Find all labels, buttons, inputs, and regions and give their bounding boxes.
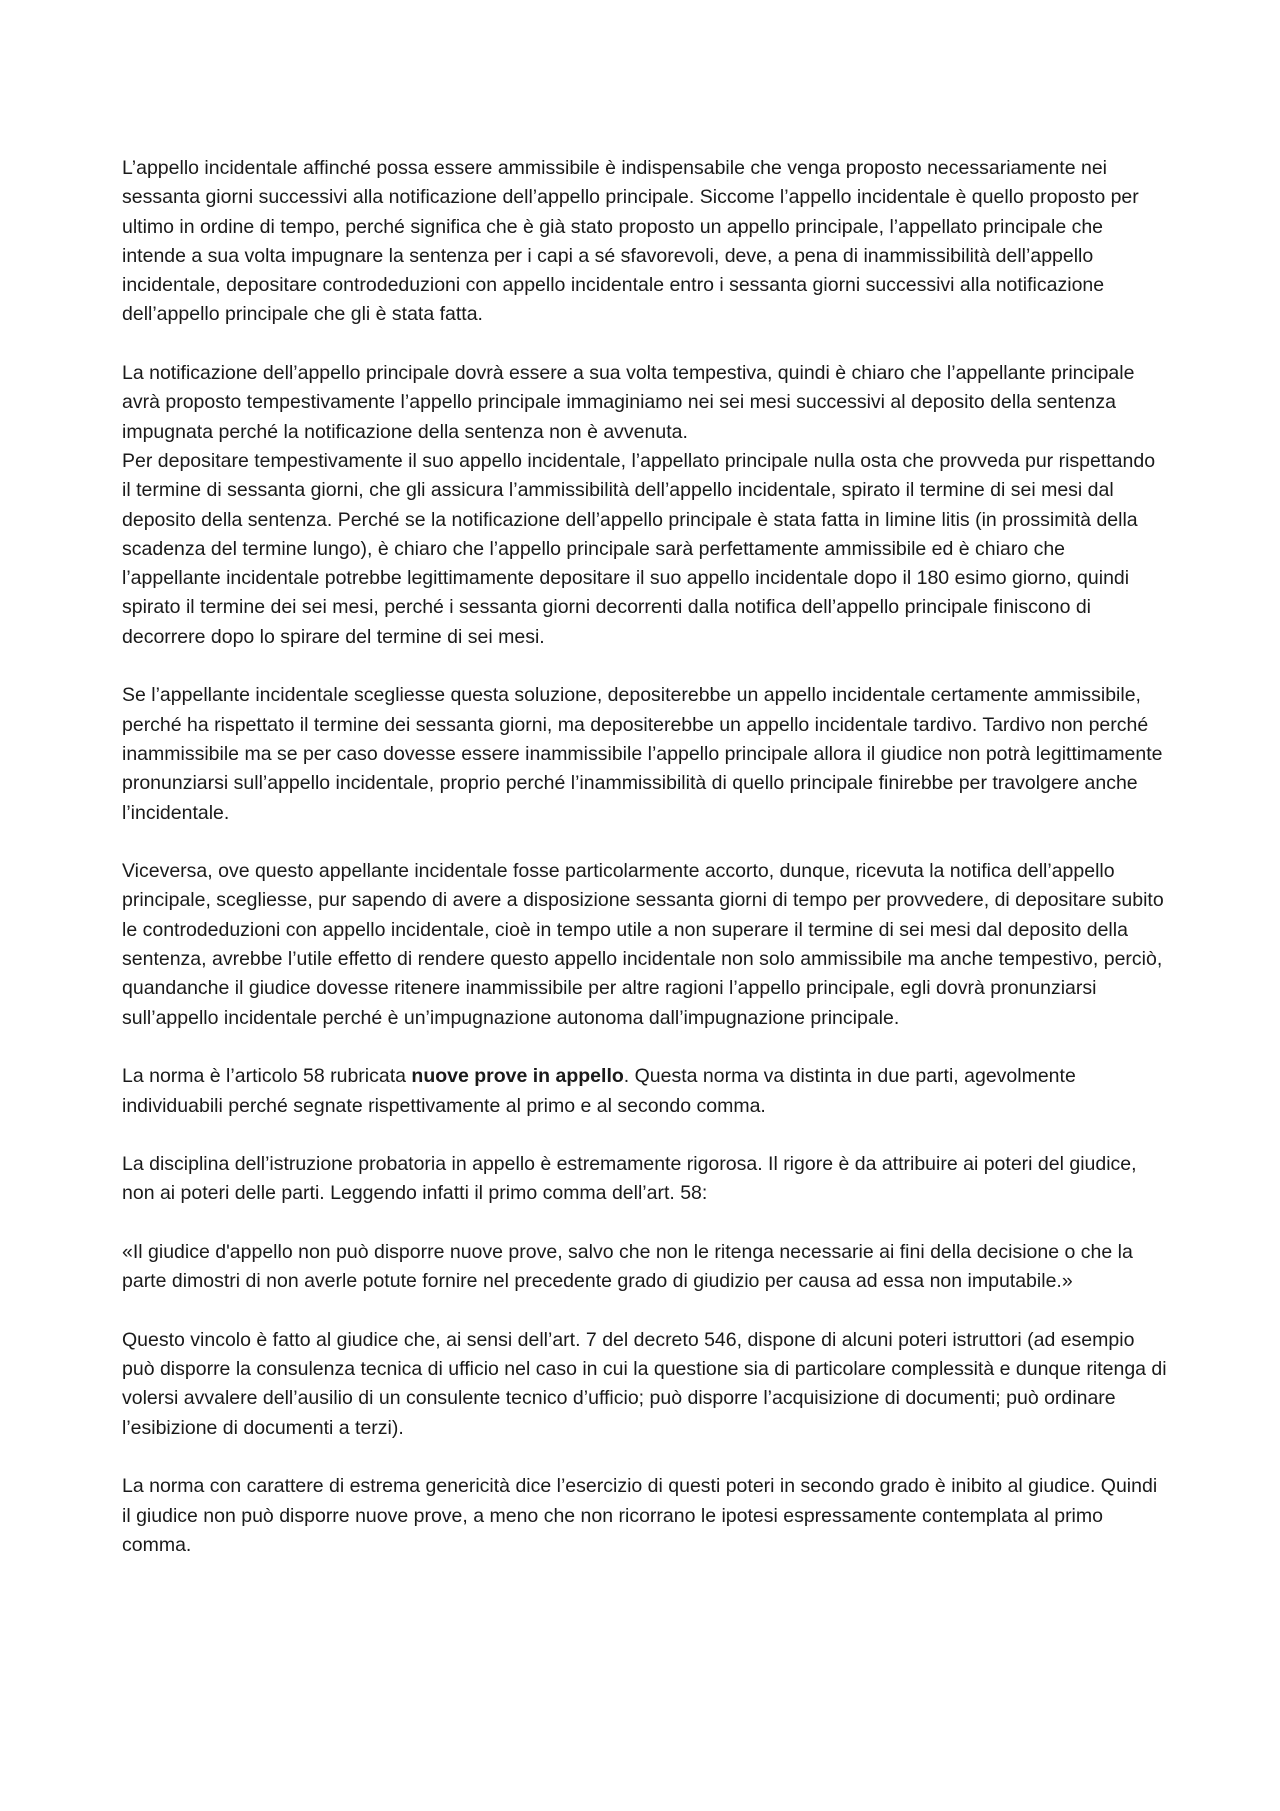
- paragraph-appellante-accorto: Viceversa, ove questo appellante incidentale fosse particolarmente accorto, dunque, ricevuta la notifica dell’appello principale, scegliesse, pur sapendo di avere a disposizione sessanta giorni di tempo per provvedere, di depositare subito le controdeduzioni con appello incidentale, cioè in tempo utile a non superare il termine di sei mesi dal deposito della sentenza, avrebbe l’utile effetto di rendere questo appello incidentale non solo ammissibile ma anche tempestivo, perciò, quandanche il giudice dovesse ritenere inammissibile per altre ragioni l’appello principale, egli dovrà pronunziarsi sull’appello incidentale perché è un’impugnazione autonoma dall’impugnazione principale.: [122, 860, 1164, 1029]
- document-body: [122, 154, 1167, 1590]
- paragraph-articolo-58-lead: La norma è l’articolo 58 rubricata: [122, 1065, 412, 1088]
- quote-primo-comma: «Il giudice d'appello non può disporre nuove prove, salvo che non le ritenga necessarie ai fini della decisione o che la parte dimostri di non averle potute fornire nel precedente grado di giudizio per causa ad essa non imputabile.»: [122, 1240, 1133, 1293]
- paragraph-appello-tardivo: Se l’appellante incidentale scegliesse questa soluzione, depositerebbe un appello incidentale certamente ammissibile, perché ha rispettato il termine dei sessanta giorni, ma depositerebbe un appello incidentale tardivo. Tardivo non perché inammissibile ma se per caso dovesse essere inammissibile l’appello principale allora il giudice non potrà legittimamente pronunziarsi sull’appello incidentale, proprio perché l’inammissibilità di quello principale finirebbe per travolgere anche l’incidentale.: [122, 684, 1163, 824]
- paragraph-istruzione-probatoria: La disciplina dell’istruzione probatoria in appello è estremamente rigorosa. Il rigore è da attribuire ai poteri del giudice, non ai poteri delle parti. Leggendo infatti il primo comma dell’art. 58:: [122, 1153, 1137, 1205]
- bold-nuove-prove-in-appello: nuove prove in appello: [411, 1065, 624, 1088]
- paragraph-poteri-istruttori: Questo vincolo è fatto al giudice che, ai sensi dell’art. 7 del decreto 546, dispone di alcuni poteri istruttori (ad esempio può disporre la consulenza tecnica di ufficio nel caso in cui la questione sia di particolare complessità e dunque ritenga di volersi avvalere dell’ausilio di un consulente tecnico d’ufficio; può disporre l’acquisizione di documenti; può ordinare l’esibizione di documenti a terzi).: [122, 1328, 1167, 1439]
- paragraph-appello-incidentale-termine: L’appello incidentale affinché possa essere ammissibile è indispensabile che venga proposto necessariamente nei sessanta giorni successivi alla notificazione dell’appello principale. Siccome l’appello incidentale è quello proposto per ultimo in ordine di tempo, perché significa che è già stato proposto un appello principale, l’appellato principale che intende a sua volta impugnare la sentenza per i capi a sé sfavorevoli, deve, a pena di inammissibilità dell’appello incidentale, depositare controdeduzioni con appello incidentale entro i sessanta giorni successivi alla notificazione dell’appello principale che gli è stata fatta.: [122, 157, 1139, 326]
- paragraph-deposito-tempestivo: Per depositare tempestivamente il suo appello incidentale, l’appellato principale nulla osta che provveda pur rispettando il termine di sessanta giorni, che gli assicura l’ammissibilità dell’appello incidentale, spirato il termine di sei mesi dal deposito della sentenza. Perché se la notificazione dell’appello principale è stata fatta in limine litis (in prossimità della scadenza del termine lungo), è chiaro che l’appello principale sarà perfettamente ammissibile ed è chiaro che l’appellante incidentale potrebbe legittimamente depositare il suo appello incidentale dopo il 180 esimo giorno, quindi spirato il termine dei sei mesi, perché i sessanta giorni decorrenti dalla notifica dell’appello principale finiscono di decorrere dopo lo spirare del termine di sei mesi.: [122, 449, 1156, 648]
- paragraph-notificazione-tempestiva: La notificazione dell’appello principale dovrà essere a sua volta tempestiva, quindi è chiaro che l’appellante principale avrà proposto tempestivamente l’appello principale immaginiamo nei sei mesi successivi al deposito della sentenza impugnata perché la notificazione della sentenza non è avvenuta.: [122, 362, 1135, 443]
- paragraph-articolo-58: [122, 1062, 1167, 1121]
- paragraph-articolo-58-tail: . Questa norma va distinta in due parti, agevolmente individuabili perché segnate rispettivamente al primo e al secondo comma.: [122, 1065, 1076, 1117]
- paragraph-genericita-norma: La norma con carattere di estrema genericità dice l’esercizio di questi poteri in secondo grado è inibito al giudice. Quindi il giudice non può disporre nuove prove, a meno che non ricorrano le ipotesi espressamente contemplata al primo comma.: [122, 1475, 1158, 1556]
